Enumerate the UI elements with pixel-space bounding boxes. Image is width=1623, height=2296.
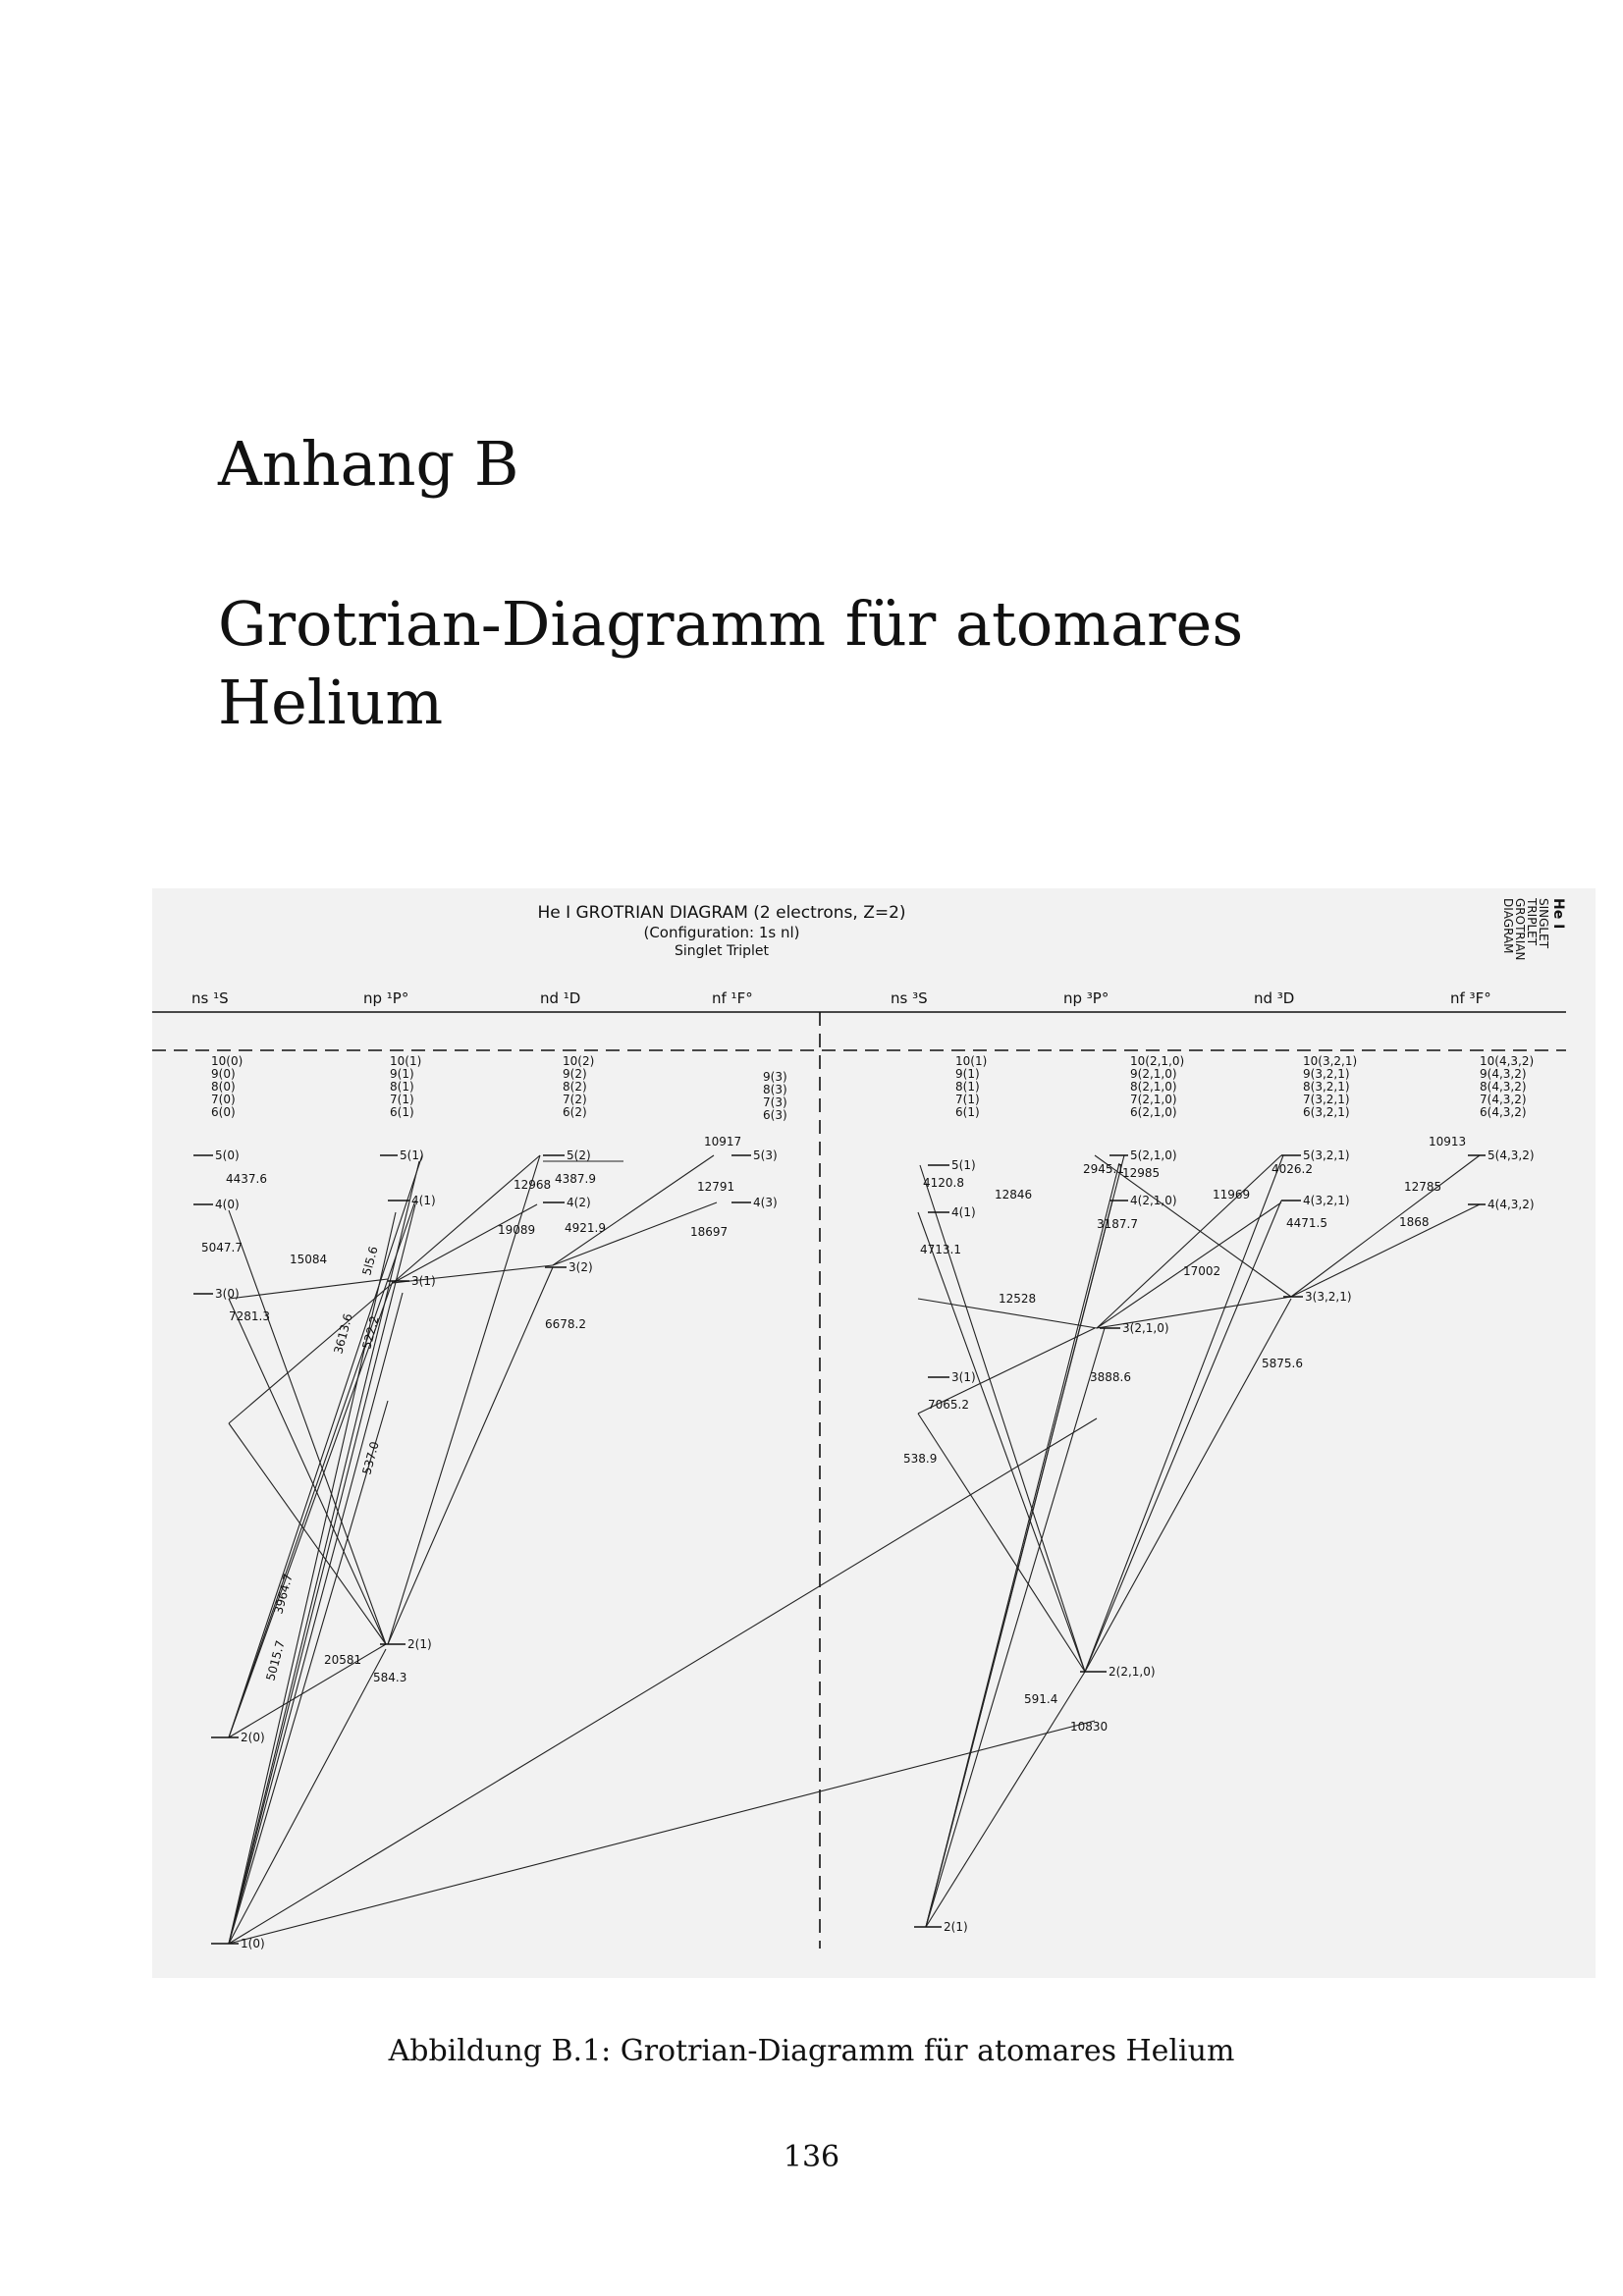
svg-text:6(4,3,2): 6(4,3,2): [1480, 1105, 1527, 1119]
chapter-heading: Anhang B: [218, 428, 519, 500]
svg-text:9(1): 9(1): [390, 1067, 414, 1081]
svg-text:9(3,2,1): 9(3,2,1): [1303, 1067, 1350, 1081]
svg-text:12846: 12846: [995, 1188, 1033, 1201]
svg-text:10(3,2,1): 10(3,2,1): [1303, 1054, 1358, 1068]
svg-text:12791: 12791: [697, 1180, 735, 1194]
svg-text:5875.6: 5875.6: [1262, 1357, 1303, 1370]
svg-text:10917: 10917: [704, 1135, 742, 1148]
svg-text:4(4,3,2): 4(4,3,2): [1488, 1198, 1535, 1211]
svg-text:8(0): 8(0): [211, 1080, 236, 1094]
level-labels-compact: [211, 1054, 243, 1119]
column-header: nd ¹D: [540, 989, 581, 1007]
svg-text:8(3,2,1): 8(3,2,1): [1303, 1080, 1350, 1094]
svg-text:4471.5: 4471.5: [1286, 1216, 1327, 1230]
svg-text:7(3,2,1): 7(3,2,1): [1303, 1093, 1350, 1106]
svg-text:6(2,1,0): 6(2,1,0): [1130, 1105, 1177, 1119]
svg-text:9(0): 9(0): [211, 1067, 236, 1081]
svg-text:4(2,1,0): 4(2,1,0): [1130, 1194, 1177, 1207]
svg-text:8(1): 8(1): [390, 1080, 414, 1094]
svg-text:4(3,2,1): 4(3,2,1): [1303, 1194, 1350, 1207]
svg-text:9(1): 9(1): [955, 1067, 980, 1081]
levels-np-triplet-P: [1080, 1054, 1184, 1679]
corner-label: [1501, 897, 1566, 960]
svg-text:7(2): 7(2): [563, 1093, 587, 1106]
column-header: nf ¹F°: [712, 989, 753, 1007]
svg-text:10830: 10830: [1070, 1720, 1109, 1734]
svg-text:SINGLET: SINGLET: [1537, 898, 1550, 949]
svg-text:3187.7: 3187.7: [1097, 1217, 1138, 1231]
svg-text:3964.7: 3964.7: [271, 1572, 296, 1616]
svg-text:19089: 19089: [498, 1223, 536, 1237]
svg-text:4(1): 4(1): [411, 1194, 436, 1207]
svg-text:10(2,1,0): 10(2,1,0): [1130, 1054, 1185, 1068]
svg-text:3(1): 3(1): [951, 1370, 976, 1384]
svg-text:9(3): 9(3): [763, 1070, 787, 1084]
svg-text:2(2,1,0): 2(2,1,0): [1109, 1665, 1156, 1679]
svg-text:9(2,1,0): 9(2,1,0): [1130, 1067, 1177, 1081]
svg-text:12528: 12528: [999, 1292, 1037, 1306]
svg-text:5(1): 5(1): [400, 1148, 424, 1162]
chapter-title: Grotrian-Diagramm für atomares Helium: [218, 588, 1244, 738]
svg-text:4(0): 4(0): [215, 1198, 240, 1211]
svg-text:17002: 17002: [1183, 1264, 1221, 1278]
column-header: ns ³S: [891, 989, 928, 1007]
svg-text:5(3,2,1): 5(3,2,1): [1303, 1148, 1350, 1162]
levels-nd-triplet-D: [1281, 1054, 1357, 1304]
diagram-header-config: (Configuration: 1s nl): [643, 924, 800, 941]
svg-text:4(1): 4(1): [951, 1205, 976, 1219]
grotrian-diagram: [152, 888, 1596, 1978]
svg-text:3(2,1,0): 3(2,1,0): [1122, 1321, 1169, 1335]
svg-text:5(0): 5(0): [215, 1148, 240, 1162]
svg-text:DIAGRAM: DIAGRAM: [1501, 898, 1515, 954]
svg-text:12968: 12968: [514, 1178, 552, 1192]
svg-text:5(2): 5(2): [567, 1148, 591, 1162]
svg-text:5(4,3,2): 5(4,3,2): [1488, 1148, 1535, 1162]
svg-text:8(2,1,0): 8(2,1,0): [1130, 1080, 1177, 1094]
svg-text:5(3): 5(3): [753, 1148, 778, 1162]
svg-text:5(1): 5(1): [951, 1158, 976, 1172]
svg-text:6(2): 6(2): [563, 1105, 587, 1119]
svg-text:4(2): 4(2): [567, 1196, 591, 1209]
svg-text:4921.9: 4921.9: [565, 1221, 606, 1235]
svg-text:7(1): 7(1): [955, 1093, 980, 1106]
svg-text:2(1): 2(1): [944, 1920, 968, 1934]
svg-text:3(1): 3(1): [411, 1274, 436, 1288]
svg-text:10(0): 10(0): [211, 1054, 243, 1068]
svg-text:522.2: 522.2: [359, 1313, 382, 1351]
column-header: np ³P°: [1063, 989, 1109, 1007]
svg-text:8(3): 8(3): [763, 1083, 787, 1096]
diagram-header-multiplicity: Singlet Triplet: [675, 943, 769, 959]
svg-text:4120.8: 4120.8: [923, 1176, 964, 1190]
svg-text:3(2): 3(2): [568, 1260, 593, 1274]
svg-text:3(0): 3(0): [215, 1287, 240, 1301]
svg-text:3888.6: 3888.6: [1090, 1370, 1131, 1384]
svg-text:5015.7: 5015.7: [263, 1638, 288, 1682]
svg-text:10(4,3,2): 10(4,3,2): [1480, 1054, 1535, 1068]
figure-caption: Abbildung B.1: Grotrian-Diagramm für atomares Helium: [388, 2034, 1235, 2068]
svg-text:2945.1: 2945.1: [1083, 1162, 1124, 1176]
svg-text:TRIPLET: TRIPLET: [1525, 898, 1539, 946]
page-number: 136: [783, 2140, 840, 2174]
column-header: nf ³F°: [1450, 989, 1491, 1007]
svg-text:7(4,3,2): 7(4,3,2): [1480, 1093, 1527, 1106]
svg-text:7(1): 7(1): [390, 1093, 414, 1106]
svg-text:6(1): 6(1): [955, 1105, 980, 1119]
column-header: nd ³D: [1254, 989, 1295, 1007]
svg-text:6(0): 6(0): [211, 1105, 236, 1119]
svg-text:6678.2: 6678.2: [545, 1317, 586, 1331]
svg-text:10(1): 10(1): [390, 1054, 422, 1068]
svg-text:5(2,1,0): 5(2,1,0): [1130, 1148, 1177, 1162]
svg-text:6(1): 6(1): [390, 1105, 414, 1119]
svg-text:4713.1: 4713.1: [920, 1243, 961, 1256]
svg-text:2(1): 2(1): [407, 1637, 432, 1651]
svg-text:8(2): 8(2): [563, 1080, 587, 1094]
svg-text:3(3,2,1): 3(3,2,1): [1305, 1290, 1352, 1304]
svg-text:10913: 10913: [1429, 1135, 1467, 1148]
levels-nd-singlet-D: [543, 1054, 594, 1274]
svg-text:7(3): 7(3): [763, 1095, 787, 1109]
svg-text:5047.7: 5047.7: [201, 1241, 243, 1255]
grotrian-diagram-figure: [152, 888, 1596, 1978]
svg-text:4026.2: 4026.2: [1271, 1162, 1313, 1176]
svg-text:591.4: 591.4: [1024, 1692, 1058, 1706]
diagram-header-title: He I GROTRIAN DIAGRAM (2 electrons, Z=2): [537, 903, 906, 923]
svg-text:7281.3: 7281.3: [229, 1309, 270, 1323]
svg-text:12985: 12985: [1122, 1166, 1161, 1180]
svg-text:1(0): 1(0): [241, 1937, 265, 1950]
svg-text:7(2,1,0): 7(2,1,0): [1130, 1093, 1177, 1106]
svg-text:18697: 18697: [690, 1225, 729, 1239]
svg-text:8(4,3,2): 8(4,3,2): [1480, 1080, 1527, 1094]
svg-text:5l5.6: 5l5.6: [359, 1245, 381, 1277]
svg-text:6(3): 6(3): [763, 1108, 787, 1122]
column-header: ns ¹S: [191, 989, 229, 1007]
column-headers: [191, 989, 1491, 1007]
svg-text:537.0: 537.0: [359, 1439, 382, 1476]
svg-text:3613.6: 3613.6: [331, 1311, 355, 1356]
svg-text:538.9: 538.9: [903, 1452, 938, 1466]
svg-text:10(2): 10(2): [563, 1054, 595, 1068]
svg-text:12785: 12785: [1404, 1180, 1442, 1194]
svg-text:9(2): 9(2): [563, 1067, 587, 1081]
column-header: np ¹P°: [363, 989, 409, 1007]
svg-text:7(0): 7(0): [211, 1093, 236, 1106]
svg-text:4(3): 4(3): [753, 1196, 778, 1209]
levels-np-singlet-P: [380, 1054, 436, 1651]
levels-nf-triplet-F: [1468, 1054, 1535, 1211]
svg-text:584.3: 584.3: [373, 1671, 407, 1684]
svg-text:4437.6: 4437.6: [226, 1172, 267, 1186]
svg-text:10(1): 10(1): [955, 1054, 988, 1068]
svg-text:1868: 1868: [1399, 1215, 1430, 1229]
svg-text:8(1): 8(1): [955, 1080, 980, 1094]
svg-text:He I: He I: [1550, 898, 1566, 930]
svg-text:11969: 11969: [1213, 1188, 1251, 1201]
levels-ns-singlet-S: [193, 1054, 265, 1950]
svg-text:4387.9: 4387.9: [555, 1172, 596, 1186]
svg-text:7065.2: 7065.2: [928, 1398, 969, 1412]
svg-text:9(4,3,2): 9(4,3,2): [1480, 1067, 1527, 1081]
svg-text:20581: 20581: [324, 1653, 362, 1667]
svg-text:2(0): 2(0): [241, 1731, 265, 1744]
svg-text:15084: 15084: [290, 1253, 328, 1266]
svg-text:GROTRIAN: GROTRIAN: [1513, 898, 1527, 961]
svg-text:6(3,2,1): 6(3,2,1): [1303, 1105, 1350, 1119]
